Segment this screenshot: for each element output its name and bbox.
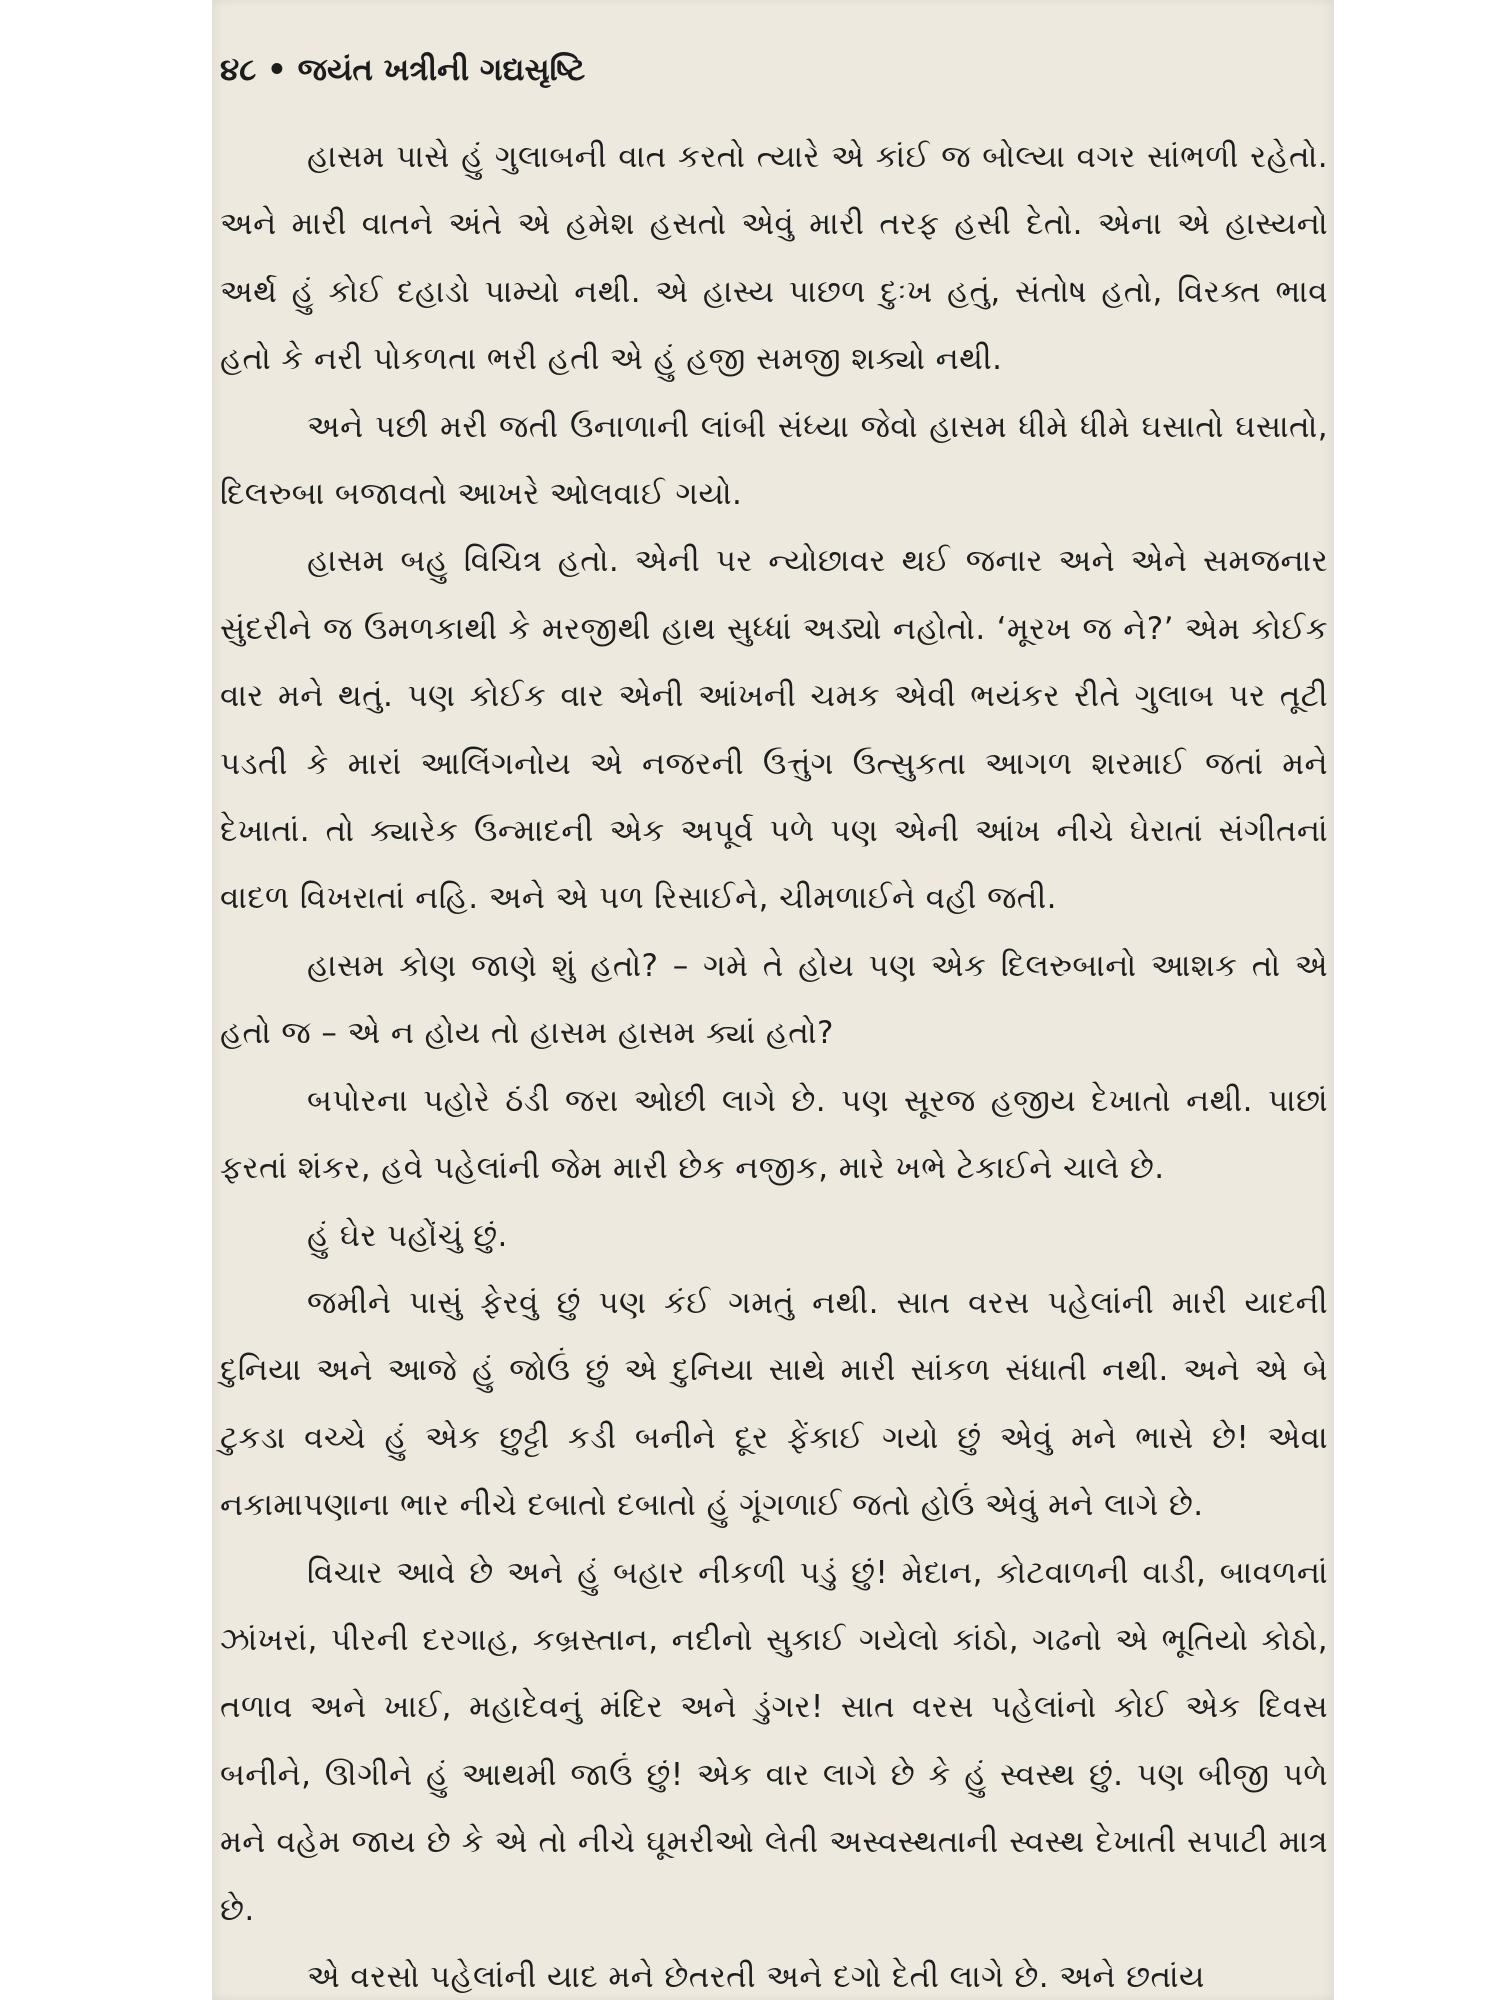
paragraph: અને પછી મરી જતી ઉનાળાની લાંબી સંધ્યા જેવો હાસમ ધીમે ધીમે ઘસાતો ઘસાતો, દિલરુબા બજાવતો આખરે ઓલવાઈ ગયો. — [220, 408, 1328, 513]
running-head: ૪૮ • જયંત ખત્રીની ગદ્યસૃષ્ટિ — [220, 52, 586, 88]
body-text — [220, 124, 1328, 2011]
paragraph: વિચાર આવે છે અને હું બહાર નીકળી પડું છું! મેદાન, કોટવાળની વાડી, બાવળનાં ઝાંખરાં, પીરની દરગાહ, કબ્રસ્તાન, નદીનો સુકાઈ ગયેલો કાંઠો, ગઢનો એ ભૂતિયો કોઠો, તળાવ અને ખાઈ, મહાદેવનું મંદિર અને ડુંગર! સાત વરસ પહેલાંનો કોઈ એક દિવસ બનીને, ઊગીને હું આથમી જાઉં છું! એક વાર લાગે છે કે હું સ્વસ્થ છું. પણ બીજી પળે મને વહેમ જાય છે કે એ તો નીચે ઘૂમરીઓ લેતી અસ્વસ્થતાની સ્વસ્થ દેખાતી સપાટી માત્ર છે. — [220, 1554, 1328, 1928]
book-page — [212, 0, 1334, 2000]
paragraph: હાસમ પાસે હું ગુલાબની વાત કરતો ત્યારે એ કાંઈ જ બોલ્યા વગર સાંભળી રહેતો. અને મારી વાતને અંતે એ હમેશ હસતો એવું મારી તરફ હસી દેતો. એના એ હાસ્યનો અર્થ હું કોઈ દહાડો પામ્યો નથી. એ હાસ્ય પાછળ દુઃખ હતું, સંતોષ હતો, વિરક્ત ભાવ હતો કે નરી પોકળતા ભરી હતી એ હું હજી સમજી શક્યો નથી. — [220, 139, 1328, 378]
paragraph: જમીને પાસું ફેરવું છું પણ કંઈ ગમતું નથી. સાત વરસ પહેલાંની મારી યાદની દુનિયા અને આજે હું જોઉં છું એ દુનિયા સાથે મારી સાંકળ સંધાતી નથી. અને એ બે ટુકડા વચ્ચે હું એક છુટ્ટી કડી બનીને દૂર ફેંકાઈ ગયો છું એવું મને ભાસે છે! એવા નકામાપણાના ભાર નીચે દબાતો દબાતો હું ગૂંગળાઈ જતો હોઉં એવું મને લાગે છે. — [220, 1284, 1328, 1524]
paragraph: બપોરના પહોરે ઠંડી જરા ઓછી લાગે છે. પણ સૂરજ હજીય દેખાતો નથી. પાછાં ફરતાં શંકર, હવે પહેલાંની જેમ મારી છેક નજીક, મારે ખભે ટેકાઈને ચાલે છે. — [220, 1082, 1328, 1187]
paragraph: હાસમ કોણ જાણે શું હતો? – ગમે તે હોય પણ એક દિલરુબાનો આશક તો એ હતો જ – એ ન હોય તો હાસમ હાસમ ક્યાં હતો? — [220, 947, 1328, 1052]
paragraph: હાસમ બહુ વિચિત્ર હતો. એની પર ન્યોછાવર થઈ જનાર અને એને સમજનાર સુંદરીને જ ઉમળકાથી કે મરજીથી હાથ સુધ્ધાં અડ્યો નહોતો. ‘મૂરખ જ ને?’ એમ કોઈક વાર મને થતું. પણ કોઈક વાર એની આંખની ચમક એવી ભયંકર રીતે ગુલાબ પર તૂટી પડતી કે મારાં આલિંગનોય એ નજરની ઉત્તુંગ ઉત્સુકતા આગળ શરમાઈ જતાં મને દેખાતાં. તો ક્યારેક ઉન્માદની એક અપૂર્વ પળે પણ એની આંખ નીચે ઘેરાતાં સંગીતનાં વાદળ વિખરાતાં નહિ. અને એ પળ રિસાઈને, ચીમળાઈને વહી જતી. — [220, 543, 1328, 917]
paragraph: હું ઘેર પહોંચું છું. — [307, 1217, 508, 1254]
paragraph: એ વરસો પહેલાંની યાદ મને છેતરતી અને દગો દેતી લાગે છે. અને છતાંય — [307, 1958, 1205, 1995]
